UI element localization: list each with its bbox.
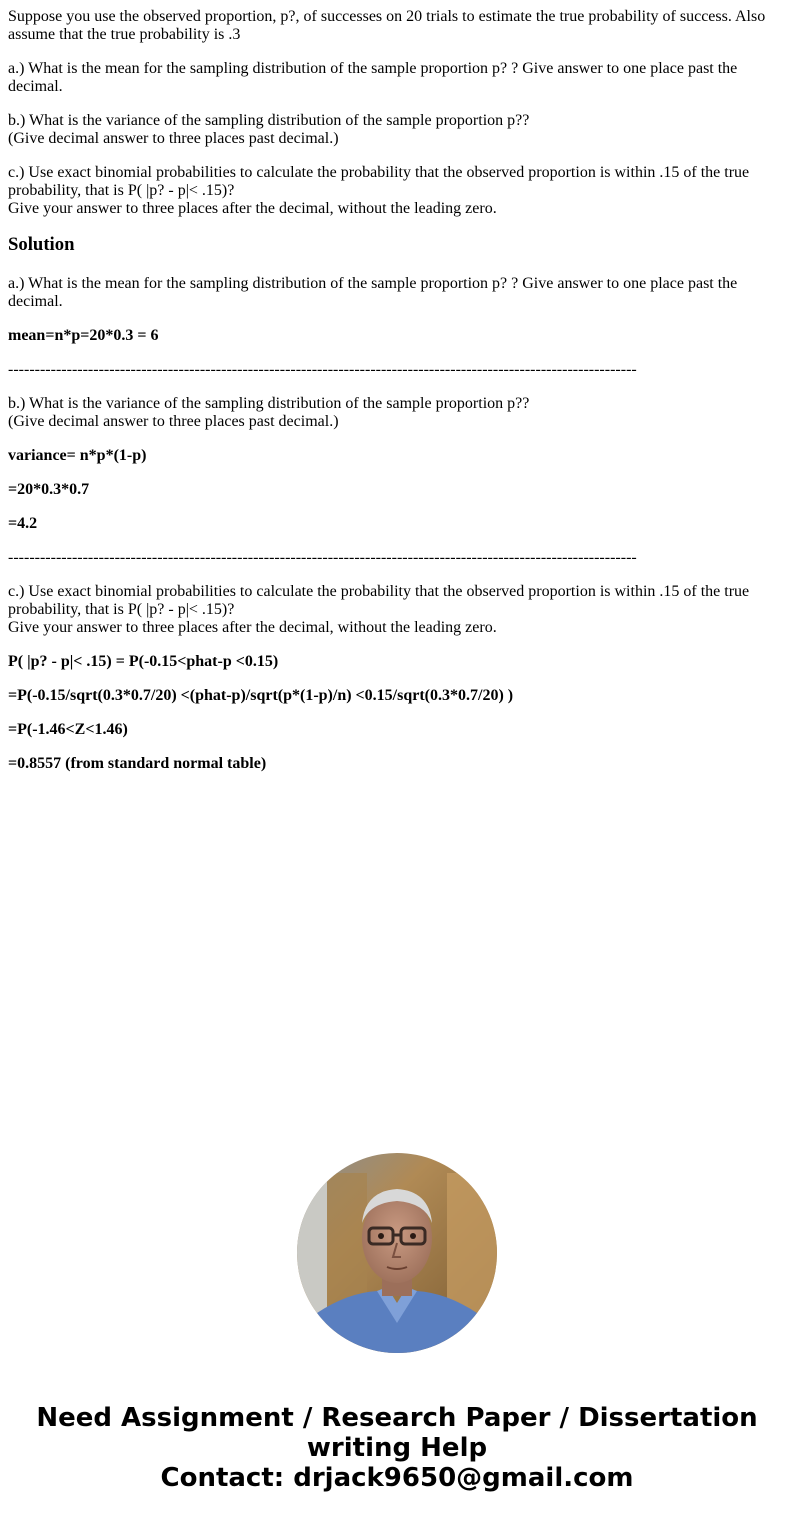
solution-part-c-line-1: c.) Use exact binomial probabilities to calculate the probability that the observed proportion is within .15 of the true probability, that is P( |p? - p|< .15)? xyxy=(8,583,750,618)
footer-line-1: Need Assignment / Research Paper / Dissertation xyxy=(36,1403,758,1433)
question-part-c-line-1: c.) Use exact binomial probabilities to calculate the probability that the observed proportion is within .15 of the true probability, that is P( |p? - p|< .15)? xyxy=(8,164,750,199)
tutor-avatar xyxy=(297,1153,497,1353)
answer-c-step-1: P( |p? - p|< .15) = P(-0.15<phat-p <0.15) xyxy=(8,653,279,670)
solution-part-a xyxy=(8,275,778,311)
question-part-b-line-1: b.) What is the variance of the sampling distribution of the sample proportion p?? xyxy=(8,112,530,129)
footer-line-2: writing Help xyxy=(306,1433,488,1463)
question-part-c-line-2: Give your answer to three places after the decimal, without the leading zero. xyxy=(8,200,497,217)
answer-c-result: =0.8557 (from standard normal table) xyxy=(8,755,267,772)
question-part-b-line-2: (Give decimal answer to three places past decimal.) xyxy=(8,130,339,147)
answer-b-formula: variance= n*p*(1-p) xyxy=(8,447,147,464)
solution-part-b xyxy=(8,395,778,431)
separator-1: ---------------------------------------------------------------------------------------------------------------------- xyxy=(8,361,637,378)
solution-part-c xyxy=(8,583,778,637)
tutor-portrait-icon xyxy=(297,1153,497,1353)
solution-heading: Solution xyxy=(8,234,75,255)
document-body xyxy=(8,8,778,789)
answer-b-substitution: =20*0.3*0.7 xyxy=(8,481,90,498)
question-intro xyxy=(8,8,778,44)
answer-b-result: =4.2 xyxy=(8,515,38,532)
separator-2: ---------------------------------------------------------------------------------------------------------------------- xyxy=(8,549,637,566)
question-part-b xyxy=(8,112,778,148)
solution-part-a-text: a.) What is the mean for the sampling distribution of the sample proportion p? ? Give answer to one place past the decimal. xyxy=(8,275,738,310)
solution-part-c-line-2: Give your answer to three places after the decimal, without the leading zero. xyxy=(8,619,497,636)
answer-a: mean=n*p=20*0.3 = 6 xyxy=(8,327,159,344)
answer-c-step-3: =P(-1.46<Z<1.46) xyxy=(8,721,128,738)
solution-part-b-line-2: (Give decimal answer to three places past decimal.) xyxy=(8,413,339,430)
question-intro-text: Suppose you use the observed proportion, p?, of successes on 20 trials to estimate the true probability of success. Also assume that the true probability is .3 xyxy=(8,8,766,43)
solution-part-b-line-1: b.) What is the variance of the sampling distribution of the sample proportion p?? xyxy=(8,395,530,412)
question-part-a xyxy=(8,60,778,96)
footer-contact: Contact: drjack9650@gmail.com xyxy=(160,1463,634,1493)
question-part-c xyxy=(8,164,778,218)
footer-banner xyxy=(0,1403,794,1493)
answer-c-step-2: =P(-0.15/sqrt(0.3*0.7/20) <(phat-p)/sqrt(p*(1-p)/n) <0.15/sqrt(0.3*0.7/20) ) xyxy=(8,687,514,704)
question-part-a-text: a.) What is the mean for the sampling distribution of the sample proportion p? ? Give answer to one place past the decimal. xyxy=(8,60,738,95)
